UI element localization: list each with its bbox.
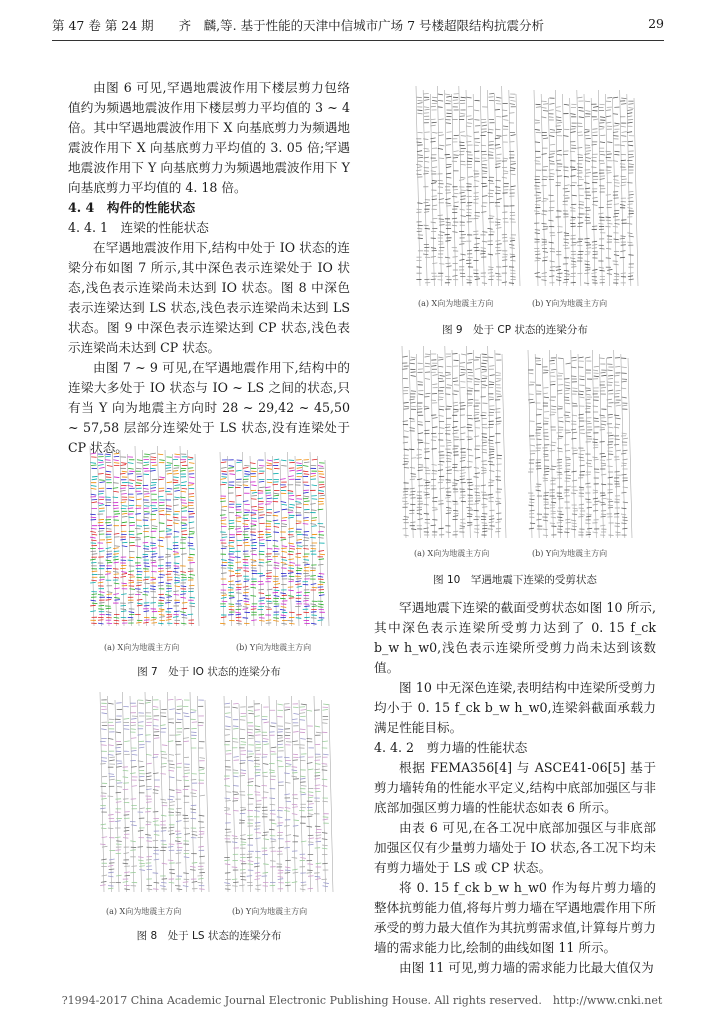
figure-7b-label: (b) Y向为地震主方向 [236, 643, 312, 652]
figure-10-image [400, 346, 650, 544]
figure-8b-building [224, 696, 333, 892]
figure-7a-label: (a) X向为地震主方向 [104, 643, 180, 652]
figure-8-caption: 图 8 处于 LS 状态的连梁分布 [136, 930, 282, 942]
paragraph: 由图 6 可见,罕遇地震波作用下楼层剪力包络值约为频遇地震波作用下楼层剪力平均值的 3 ~ 4 倍。其中罕遇地震波作用下 X 向基底剪力为频遇地震波作用下 X 向基底剪力平均值的 3. 05 倍;罕遇地震波作用下 Y 向基底剪力为频遇地震波作用下 Y 向基底剪力平均值的 4. 18 倍。 [68, 80, 350, 195]
paragraph: 由图 7 ~ 9 可见,在罕遇地震作用下,结构中的连梁大多处于 IO 状态与 IO ~ LS 之间的状态,只有当 Y 向为地震主方向时 28 ~ 29,42 ~ 45,50 ~ 57,58 层部分连梁处于 LS 状态,没有连梁处于 CP 状态。 [68, 360, 350, 455]
figure-10b-label: (b) Y向为地震主方向 [532, 549, 608, 558]
figure-7-image [80, 446, 340, 636]
figure-8a-building [100, 692, 209, 892]
paragraph: 罕遇地震下连梁的截面受剪状态如图 10 所示,其中深色表示连梁所受剪力达到了 0. 15 f_ck b_w h_w0,浅色表示连梁所受剪力尚未达到该数值。 [374, 600, 656, 675]
section-heading: 4. 4 构件的性能状态 [68, 200, 196, 215]
paragraph: 根据 FEMA356[4] 与 ASCE41-06[5] 基于剪力墙转角的性能水平定义,结构中底部加强区与非底部加强区剪力墙的性能状态如表 6 所示。 [374, 760, 656, 815]
figure-7-caption: 图 7 处于 IO 状态的连梁分布 [137, 666, 281, 678]
running-header [52, 14, 664, 36]
figure-9-caption: 图 9 处于 CP 状态的连梁分布 [442, 324, 588, 336]
copyright-footer: ?1994-2017 China Academic Journal Electronic Publishing House. All rights reserved. http://www.cnki.net [61, 994, 663, 1007]
figure-9a-label: (a) X向为地震主方向 [418, 299, 494, 308]
paragraph: 将 0. 15 f_ck b_w h_w0 作为每片剪力墙的整体抗剪能力值,将每片剪力墙在罕遇地震作用下所承受的剪力最大值作为其抗剪需求值,计算每片剪力墙的需求能力比,绘制的曲线如图 11 所示。 [374, 880, 656, 955]
figure-10a-label: (a) X向为地震主方向 [414, 549, 490, 558]
paragraph: 图 10 中无深色连梁,表明结构中连梁所受剪力均小于 0. 15 f_ck b_w h_w0,连梁斜截面承载力满足性能目标。 [374, 680, 656, 735]
figure-9b-building [534, 90, 638, 286]
figure-10b-building [528, 350, 632, 538]
left-column-text [68, 78, 350, 458]
figure-9a-building [416, 86, 520, 286]
figure-7b-building [220, 452, 329, 626]
right-column-text [374, 598, 656, 978]
paragraph: 在罕遇地震波作用下,结构中处于 IO 状态的连梁分布如图 7 所示,其中深色表示连梁处于 IO 状态,浅色表示连梁尚未达到 IO 状态。图 8 中深色表示连梁达到 LS 状态,浅色表示连梁尚未达到 LS 状态。图 9 中深色表示连梁达到 CP 状态,浅色表示连梁尚未达到 CP 状态。 [68, 240, 350, 355]
figure-8-image [92, 692, 342, 897]
paragraph: 由表 6 可见,在各工况中底部加强区与非底部加强区仅有少量剪力墙处于 IO 状态,各工况下均未有剪力墙处于 LS 或 CP 状态。 [374, 820, 656, 875]
figure-9b-label: (b) Y向为地震主方向 [532, 299, 608, 308]
page-number: 29 [648, 16, 664, 31]
subsection-heading: 4. 4. 2 剪力墙的性能状态 [374, 740, 528, 755]
figure-9-image [412, 86, 652, 294]
figure-7a-building [90, 446, 199, 626]
paragraph: 由图 11 可见,剪力墙的需求能力比最大值仅为 [399, 960, 654, 975]
figure-10a-building [402, 346, 506, 538]
header-rule [52, 40, 664, 41]
figure-8b-label: (b) Y向为地震主方向 [232, 907, 308, 916]
header-title: 第 47 卷 第 24 期 齐 麟,等. 基于性能的天津中信城市广场 7 号楼超限结构抗震分析 [52, 18, 544, 33]
figure-10-caption: 图 10 罕遇地震下连梁的受剪状态 [433, 574, 597, 586]
figure-8a-label: (a) X向为地震主方向 [106, 907, 182, 916]
subsection-heading: 4. 4. 1 连梁的性能状态 [68, 220, 209, 235]
